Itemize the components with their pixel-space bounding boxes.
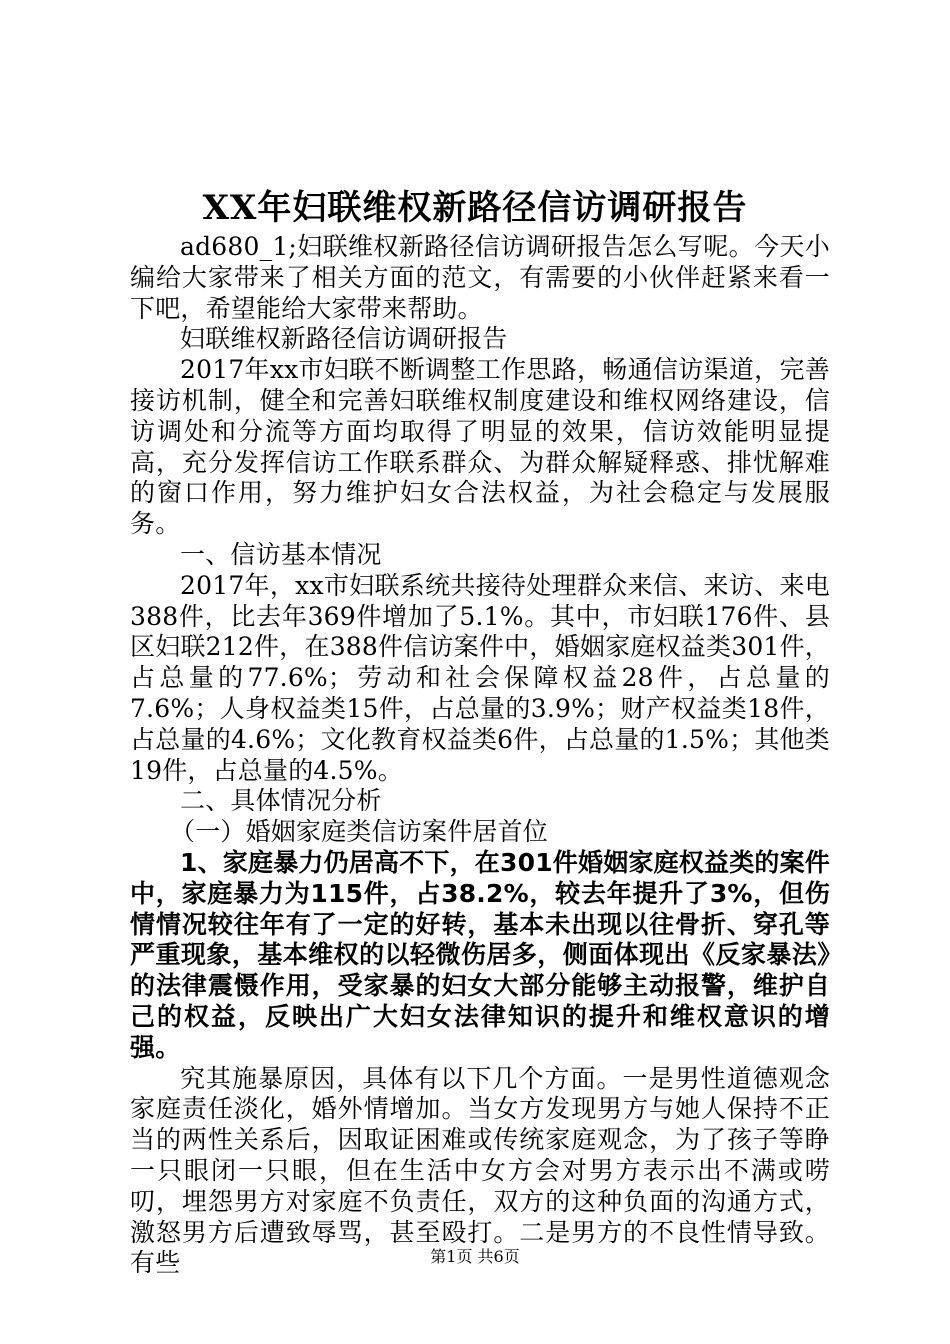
report-subtitle: 妇联维权新路径信访调研报告 (180, 324, 508, 354)
section-heading-analysis: 二、具体情况分析 (180, 786, 382, 816)
page-number-footer: 第1页 共6页 (430, 1247, 520, 1266)
domestic-violence-paragraph: 1、家庭暴力仍居高不下，在301件婚姻家庭权益类的案件中，家庭暴力为115件，占38.2%，较去年提升了3%，但伤情情况较往年有了一定的好转，基本未出现以往骨折、穿孔等严重现象，基本维权的以轻微伤居多，侧面体现出《反家暴法》的法律震慑作用，受家暴的妇女大部分能够主动报警，维护自己的权益，反映出广大妇女法律知识的提升和维权意识的增强。 (130, 847, 830, 1062)
summary-paragraph: 2017年xx市妇联不断调整工作思路，畅通信访渠道，完善接访机制，健全和完善妇联维权制度建设和维权网络建设，信访调处和分流等方面均取得了明显的效果，信访效能明显提高，充分发挥信访工作联系群众、为群众解疑释惑、排忧解难的窗口作用，努力维护妇女合法权益，为社会稳定与发展服务。 (130, 355, 830, 539)
causes-paragraph: 究其施暴原因，具体有以下几个方面。一是男性道德观念家庭责任淡化，婚外情增加。当女方发现男方与她人保持不正当的两性关系后，因取证困难或传统家庭观念，为了孩子等睁一只眼闭一只眼，但在生活中女方会对男方表示出不满或唠叨，埋怨男方对家庭不负责任，双方的这种负面的沟通方式，激怒男方后遭致辱骂，甚至殴打。二是男方的不良性情导致。有些 (130, 1063, 830, 1278)
statistics-paragraph: 2017年，xx市妇联系统共接待处理群众来信、来访、来电388件，比去年369件增加了5.1%。其中，市妇联176件、县区妇联212件，在388件信访案件中，婚姻家庭权益类301件，占总量的77.6%；劳动和社会保障权益28件，占总量的7.6%；人身权益类15件，占总量的3.9%；财产权益类18件，占总量的4.6%；文化教育权益类6件，占总量的1.5%；其他类19件，占总量的4.5%。 (130, 570, 830, 785)
subsection-heading-marriage: （一）婚姻家庭类信访案件居首位 (170, 817, 549, 847)
intro-paragraph: ad680_1;妇联维权新路径信访调研报告怎么写呢。今天小编给大家带来了相关方面的范文，有需要的小伙伴赶紧来看一下吧，希望能给大家带来帮助。 (130, 232, 830, 323)
section-heading-basic: 一、信访基本情况 (180, 539, 382, 569)
document-title: XX年妇联维权新路径信访调研报告 (202, 188, 748, 228)
document-body (130, 232, 830, 1279)
